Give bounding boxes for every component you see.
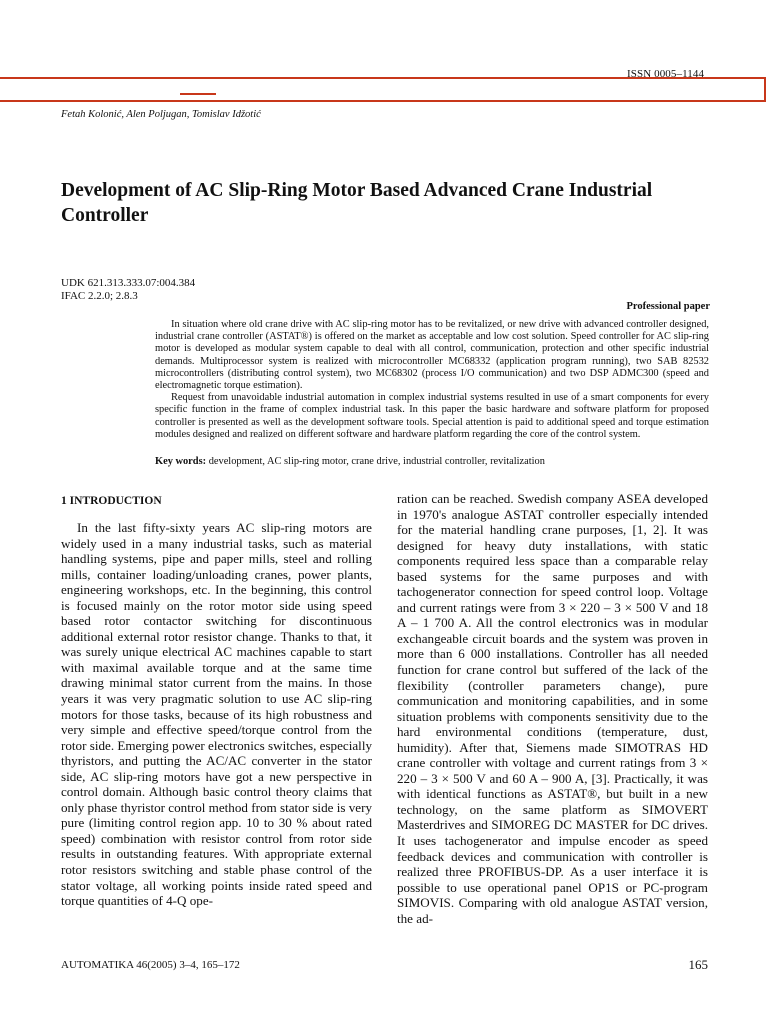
journal-citation: AUTOMATIKA 46(2005) 3–4, 165–172 [61, 959, 240, 971]
section-heading: 1 INTRODUCTION [61, 495, 162, 507]
paper-type-label: Professional paper [626, 301, 710, 312]
author-list: Fetah Kolonić, Alen Poljugan, Tomislav Idžotić [61, 109, 261, 120]
issn-label: ISSN 0005–1144 [627, 68, 705, 80]
classification-codes [61, 277, 195, 302]
ifac-code: IFAC 2.2.0; 2.8.3 [61, 289, 138, 302]
page-number: 165 [688, 957, 708, 972]
body-paragraph: In the last fifty-sixty years AC slip-ring motors are widely used in a many industrial tasks, such as material handling systems, pipe and paper mills, steel and rolling mills, container loading/unloading cranes, power plants, engineering workshops, etc. In the beginning, this control is focused mainly on the rotor motor side using speed based rotor contactor switching for discontinuous additional external rotor resistor change. Thanks to that, it was surely unique electrical AC machines capable to start with maximal available torque and at the same time drawing minimal stator current from the mains. In those years it was very pragmatic solution to use AC slip-ring motors for those tasks, because of its high robustness and very simple and effective speed/torque control from the rotor side. Emerging power electronics switches, especially thyristors, and putting the AC/AC converter in the stator side, AC slip-ring motors have got a new perspective in control domain. Although basic control theory claims that only phase thyristor control method from stator side is very pure (limiting control region app. 10 to 30 % about rated speed) combination with resistor control from rotor side results in outstanding features. With appropriate external rotor resistors switching and stable phase control of the stator voltage, all working points inside rated speed and torque quantities of 4-Q ope- [61, 520, 373, 909]
body-column-left [61, 520, 372, 909]
abstract [155, 319, 709, 441]
abstract-paragraph: In situation where old crane drive with AC slip-ring motor has to be revitalized, or new drive with advanced controller designed, industrial crane controller (ASTAT®) is offered on the market as acceptable and low cost solution. Speed controller for AC slip-ring motor is developed as modular system capable to deal with all control, communication, protection and other specific industrial demands. Multiprocessor system is realized with microcontroller MC68332 (application program running), two SAB 82532 microcontrollers (distributing control system), two MC68302 (process I/O communication) and two DSP ADMC300 (speed and electromagnetic torque estimation). [155, 319, 709, 392]
keywords-text: development, AC slip-ring motor, crane drive, industrial controller, revitalization [206, 456, 545, 467]
udk-code: UDK 621.313.333.07:004.384 [61, 277, 196, 289]
keywords-label: Key words: [155, 456, 207, 467]
body-paragraph: ration can be reached. Swedish company ASEA developed in 1970's analogue ASTAT controller especially intended for the material handling crane purposes, [1, 2]. It was designed for heavy duty installations, with static components required less space than a comparable relay based systems for the same purposes and with tachogenerator connection for speed control loop. Voltage and current ratings were from 3 × 220 – 3 × 500 V and 18 A – 1 700 A. All the control electronics was in modular exchangeable circuit boards and the system was proven in more than 6 000 installations. Controller has all needed function for crane control but suffered of the lack of the flexibility (controller parameters change), pure communication and monitoring capabilities, and in some situation problems with components sensitivity due to the hard environmental conditions (temperature, dust, humidity). After that, Siemens made SIMOTRAS HD crane controller with voltage and current ratings from 3 × 220 – 3 × 500 V and 60 A – 900 A, [3]. Practically, it was with identical functions as ASTAT®, but built in a new technology, on the same platform as SIMOVERT Masterdrives and SIMOREG DC MASTER for DC drives. It uses tachogenerator and impulse encoder as speed feedback devices and communication with controller is realized three PROFIBUS-DP. As a user interface it is possible to use operational panel OP1S or PC-program SIMOVIS. Comparing with old analogue ASTAT version, the ad- [397, 491, 708, 926]
body-column-right [397, 491, 708, 926]
paper-title: Development of AC Slip-Ring Motor Based Advanced Crane Industrial Controller [61, 180, 653, 226]
abstract-paragraph: Request from unavoidable industrial automation in complex industrial systems resulted in use of a smart components for every specific function in the frame of complex industrial task. In this paper the basic hardware and software platform for proposed controller is presented as well as the development software tools. Special attention is paid to additional speed and torque estimation modules designed and realized on different software and hardware platform regarding the core of the control system. [155, 392, 709, 440]
header-accent-frame [0, 77, 766, 102]
header-accent-tick [180, 93, 216, 95]
keywords [155, 456, 709, 467]
